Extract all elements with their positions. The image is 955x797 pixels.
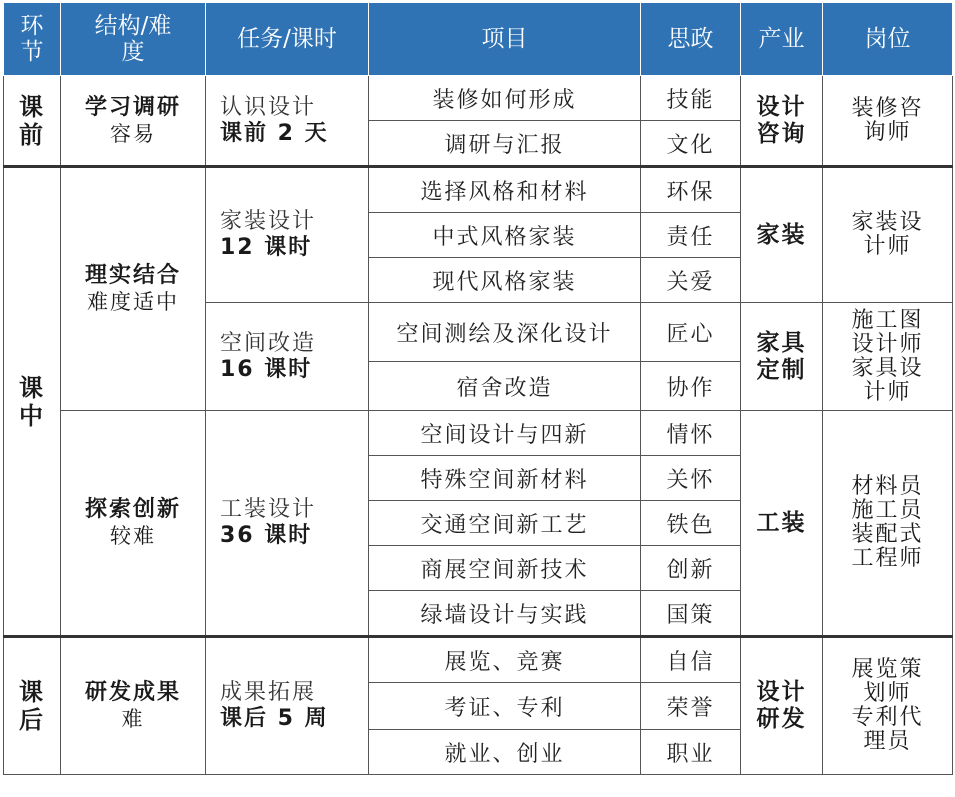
- structure-cell-mid-1: [61, 167, 206, 411]
- task-hours: 课前 2 天: [220, 120, 329, 146]
- task-cell-commercial: [206, 411, 369, 637]
- task-hours: 课后 5 周: [220, 706, 329, 731]
- header-stage: 环 节: [4, 3, 61, 76]
- position-cell-pre: 装修咨 询师: [823, 76, 953, 167]
- structure-difficulty: 较难: [110, 524, 156, 548]
- ideology-cell: 协作: [641, 362, 741, 411]
- project-cell: 宿舍改造: [369, 362, 641, 411]
- structure-difficulty: 容易: [110, 121, 156, 146]
- ideology-cell: 关爱: [641, 258, 741, 303]
- project-cell: 交通空间新工艺: [369, 501, 641, 546]
- table-row: [4, 411, 953, 456]
- structure-difficulty: 难: [121, 707, 145, 731]
- task-hours: 36 课时: [220, 523, 313, 548]
- ideology-cell: 责任: [641, 213, 741, 258]
- ideology-cell: 技能: [641, 76, 741, 121]
- structure-cell-post: [61, 637, 206, 775]
- header-task: 任务/课时: [206, 3, 369, 76]
- header-project: 项目: [369, 3, 641, 76]
- project-cell: 绿墙设计与实践: [369, 591, 641, 637]
- task-name: 认识设计: [220, 94, 317, 120]
- project-cell: 特殊空间新材料: [369, 456, 641, 501]
- ideology-cell: 荣誉: [641, 683, 741, 730]
- task-name: 工装设计: [220, 497, 317, 522]
- industry-cell-furniture: 家具 定制: [741, 303, 823, 411]
- industry-cell-home: 家装: [741, 167, 823, 303]
- project-cell: 调研与汇报: [369, 121, 641, 167]
- task-hours: 16 课时: [220, 356, 313, 382]
- position-cell-home: 家装设 计师: [823, 167, 953, 303]
- position-cell-post: 展览策 划师 专利代 理员: [823, 637, 953, 775]
- task-cell-space: [206, 303, 369, 411]
- table-row: [4, 637, 953, 683]
- task-cell-pre: [206, 76, 369, 167]
- position-cell-furniture: 施工图 设计师 家具设 计师: [823, 303, 953, 411]
- ideology-cell: 环保: [641, 167, 741, 213]
- project-cell: 选择风格和材料: [369, 167, 641, 213]
- industry-cell-post: 设计 研发: [741, 637, 823, 775]
- table-row: [4, 76, 953, 121]
- project-cell: 中式风格家装: [369, 213, 641, 258]
- project-cell: 空间测绘及深化设计: [369, 303, 641, 362]
- stage-cell-post: 课 后: [4, 637, 61, 775]
- project-cell: 装修如何形成: [369, 76, 641, 121]
- task-name: 空间改造: [220, 330, 317, 356]
- ideology-cell: 文化: [641, 121, 741, 167]
- project-cell: 空间设计与四新: [369, 411, 641, 456]
- position-cell-commercial: 材料员 施工员 装配式 工程师: [823, 411, 953, 637]
- task-cell-post: [206, 637, 369, 775]
- header-ideology: 思政: [641, 3, 741, 76]
- ideology-cell: 职业: [641, 730, 741, 775]
- task-cell-home: [206, 167, 369, 303]
- ideology-cell: 国策: [641, 591, 741, 637]
- header-structure: 结构/难 度: [61, 3, 206, 76]
- project-cell: 考证、专利: [369, 683, 641, 730]
- stage-cell-pre: 课 前: [4, 76, 61, 167]
- header-position: 岗位: [823, 3, 953, 76]
- project-cell: 展览、竞赛: [369, 637, 641, 683]
- project-cell: 现代风格家装: [369, 258, 641, 303]
- structure-name: 学习调研: [84, 94, 181, 120]
- project-cell: 商展空间新技术: [369, 546, 641, 591]
- task-name: 家装设计: [220, 209, 317, 234]
- structure-cell-mid-2: [61, 411, 206, 637]
- task-name: 成果拓展: [220, 680, 317, 705]
- structure-name: 研发成果: [84, 680, 181, 705]
- structure-difficulty: 难度适中: [87, 290, 179, 314]
- structure-name: 探索创新: [84, 497, 181, 522]
- header-industry: 产业: [741, 3, 823, 76]
- curriculum-table: [3, 2, 953, 775]
- ideology-cell: 匠心: [641, 303, 741, 362]
- ideology-cell: 自信: [641, 637, 741, 683]
- project-cell: 就业、创业: [369, 730, 641, 775]
- ideology-cell: 关怀: [641, 456, 741, 501]
- stage-cell-mid: 课 中: [4, 167, 61, 637]
- structure-name: 理实结合: [84, 263, 181, 288]
- industry-cell-commercial: 工装: [741, 411, 823, 637]
- structure-cell-pre: [61, 76, 206, 167]
- ideology-cell: 创新: [641, 546, 741, 591]
- task-hours: 12 课时: [220, 235, 313, 260]
- header-row: [4, 3, 953, 76]
- industry-cell-pre: 设计 咨询: [741, 76, 823, 167]
- table-row: [4, 167, 953, 213]
- ideology-cell: 铁色: [641, 501, 741, 546]
- ideology-cell: 情怀: [641, 411, 741, 456]
